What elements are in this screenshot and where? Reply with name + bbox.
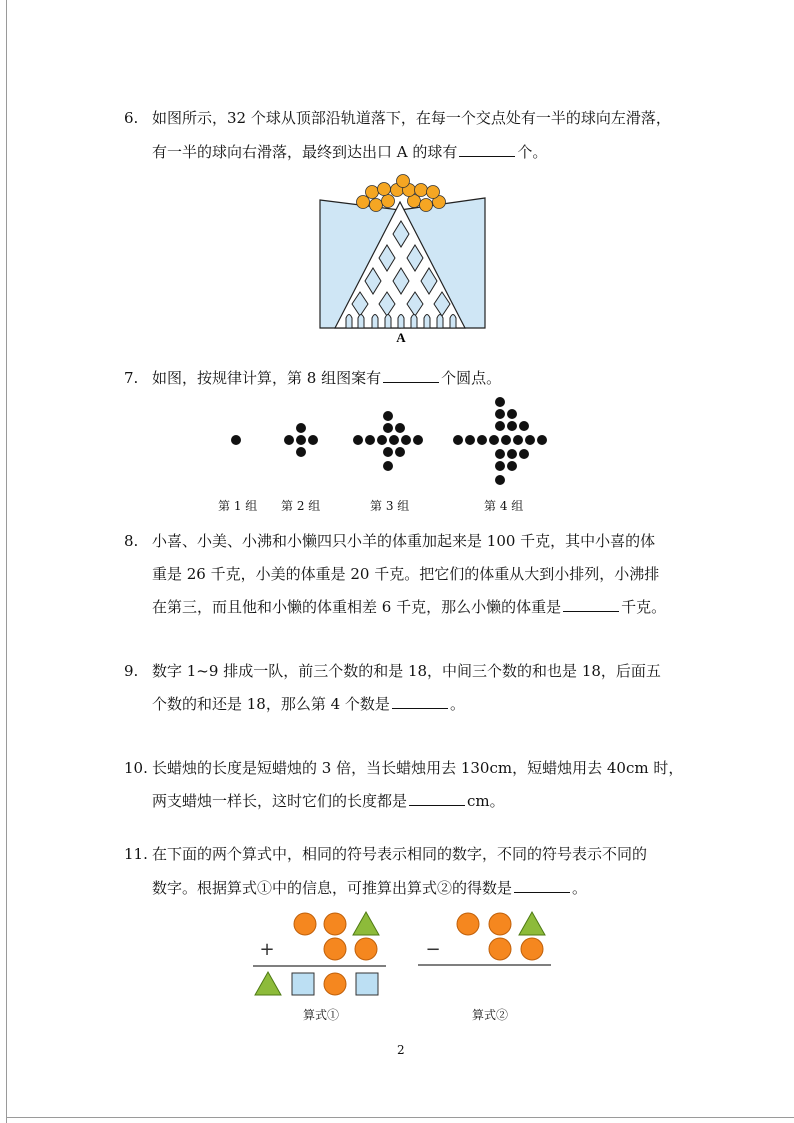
equation-2-figure	[415, 905, 555, 975]
answer-blank[interactable]	[383, 368, 439, 383]
ball	[415, 184, 428, 197]
question-11	[124, 837, 694, 905]
dot	[383, 447, 393, 457]
dot	[296, 423, 306, 433]
dot	[489, 435, 499, 445]
dot-group-4	[453, 397, 547, 485]
question-number: 10.	[124, 759, 148, 777]
text-segment: 。	[572, 879, 588, 897]
ball	[382, 195, 395, 208]
dot-group-3	[353, 411, 423, 471]
minus-sign: −	[425, 939, 441, 960]
orange-circle	[489, 913, 511, 935]
exit-channel	[424, 315, 430, 329]
orange-circle	[324, 938, 346, 960]
exit-channel	[385, 315, 391, 329]
question-text-line: 重是 26 千克，小美的体重是 20 千克。把它们的体重从大到小排列，小沸排	[152, 565, 660, 583]
text-segment: 。	[449, 695, 465, 713]
dot	[465, 435, 475, 445]
question-text-line: 小喜、小美、小沸和小懒四只小羊的体重加起来是 100 千克，其中小喜的体	[152, 532, 656, 550]
exit-channel	[358, 315, 364, 329]
exit-channel	[437, 315, 443, 329]
text-segment: 个圆点。	[441, 369, 502, 387]
ball	[420, 199, 433, 212]
question-number: 11.	[124, 845, 148, 863]
exit-channel	[398, 315, 404, 329]
dot	[308, 435, 318, 445]
orange-circle	[324, 913, 346, 935]
orange-circle	[355, 938, 377, 960]
ball-track-figure	[316, 172, 491, 347]
dot	[365, 435, 375, 445]
exit-channels	[346, 315, 456, 329]
page-left-edge	[6, 0, 7, 1123]
dot	[525, 435, 535, 445]
dot	[519, 449, 529, 459]
blue-square	[292, 973, 314, 995]
question-text-line: 数字 1~9 排成一队，前三个数的和是 18，中间三个数的和也是 18，后面五	[152, 662, 661, 680]
dot	[507, 409, 517, 419]
question-text-line: 长蜡烛的长度是短蜡烛的 3 倍，当长蜡烛用去 130cm，短蜡烛用去 40cm 时，	[152, 759, 684, 777]
ball	[397, 175, 410, 188]
exit-channel	[372, 315, 378, 329]
text-segment: 两支蜡烛一样长，这时它们的长度都是	[152, 792, 408, 810]
exit-channel	[411, 315, 417, 329]
question-number: 6.	[124, 109, 139, 127]
question-10	[124, 751, 694, 819]
orange-circle	[521, 938, 543, 960]
dot	[453, 435, 463, 445]
dot	[507, 449, 517, 459]
question-text-line	[152, 590, 666, 624]
equation-1-figure	[250, 905, 390, 1000]
question-8	[124, 524, 694, 626]
ball	[370, 199, 383, 212]
dot	[231, 435, 241, 445]
text-segment: 个。	[517, 143, 548, 161]
question-text-line	[152, 784, 505, 818]
question-text-line	[152, 871, 587, 905]
question-text-line	[152, 135, 547, 169]
dot	[507, 461, 517, 471]
dot	[389, 435, 399, 445]
exit-label: A	[396, 330, 406, 345]
exit-channel	[450, 315, 456, 329]
question-text-line: 在下面的两个算式中，相同的符号表示相同的数字，不同的符号表示不同的	[152, 845, 648, 863]
text-segment: 有一半的球向右滑落，最终到达出口 A 的球有	[152, 143, 458, 161]
dot	[495, 461, 505, 471]
text-segment: cm。	[467, 792, 505, 810]
question-text-line: 如图所示，32 个球从顶部沿轨道落下，在每一个交点处有一半的球向左滑落，	[152, 109, 671, 127]
dot	[495, 421, 505, 431]
dot	[495, 449, 505, 459]
dot	[395, 447, 405, 457]
group-label-2: 第 2 组	[281, 499, 321, 513]
question-number: 8.	[124, 532, 139, 550]
dot	[495, 409, 505, 419]
green-triangle	[353, 912, 379, 935]
green-triangle	[519, 912, 545, 935]
ball	[357, 196, 370, 209]
dot	[413, 435, 423, 445]
ball	[427, 186, 440, 199]
dot	[383, 411, 393, 421]
dot	[495, 475, 505, 485]
dot	[383, 461, 393, 471]
plus-sign: +	[259, 939, 275, 960]
dot-group-2	[284, 423, 318, 457]
blue-square	[356, 973, 378, 995]
answer-blank[interactable]	[459, 142, 515, 157]
dot	[383, 423, 393, 433]
answer-blank[interactable]	[392, 694, 448, 709]
dot	[401, 435, 411, 445]
dot	[284, 435, 294, 445]
group-label-1: 第 1 组	[218, 499, 258, 513]
dot	[507, 421, 517, 431]
dot	[477, 435, 487, 445]
text-segment: 数字。根据算式①中的信息，可推算出算式②的得数是	[152, 879, 513, 897]
dot	[296, 447, 306, 457]
dot	[519, 421, 529, 431]
group-label-3: 第 3 组	[370, 499, 410, 513]
orange-circle	[489, 938, 511, 960]
equation-1-caption: 算式①	[303, 1008, 340, 1022]
ball	[366, 186, 379, 199]
text-segment: 个数的和还是 18，那么第 4 个数是	[152, 695, 390, 713]
dot	[513, 435, 523, 445]
orange-circle	[294, 913, 316, 935]
exit-channel	[346, 315, 352, 329]
dot-pattern-figure	[220, 390, 560, 490]
question-text-line	[152, 687, 465, 721]
orange-circle	[457, 913, 479, 935]
orange-circle	[324, 973, 346, 995]
question-9	[124, 654, 694, 722]
question-number: 9.	[124, 662, 139, 680]
dot	[296, 435, 306, 445]
ball	[378, 183, 391, 196]
answer-blank[interactable]	[409, 791, 465, 806]
page-bottom-edge	[6, 1117, 794, 1118]
dot	[501, 435, 511, 445]
green-triangle	[255, 972, 281, 995]
text-segment: 千克。	[621, 598, 667, 616]
page-number: 2	[397, 1043, 405, 1057]
dot	[495, 397, 505, 407]
question-6	[124, 101, 684, 171]
dot	[353, 435, 363, 445]
dot	[377, 435, 387, 445]
group-label-4: 第 4 组	[484, 499, 524, 513]
equation-2-caption: 算式②	[472, 1008, 509, 1022]
question-number: 7.	[124, 369, 139, 387]
dot	[395, 423, 405, 433]
dot	[537, 435, 547, 445]
text-segment: 如图，按规律计算，第 8 组图案有	[152, 369, 382, 387]
text-segment: 在第三，而且他和小懒的体重相差 6 千克，那么小懒的体重是	[152, 598, 562, 616]
answer-blank[interactable]	[514, 878, 570, 893]
answer-blank[interactable]	[563, 597, 619, 612]
